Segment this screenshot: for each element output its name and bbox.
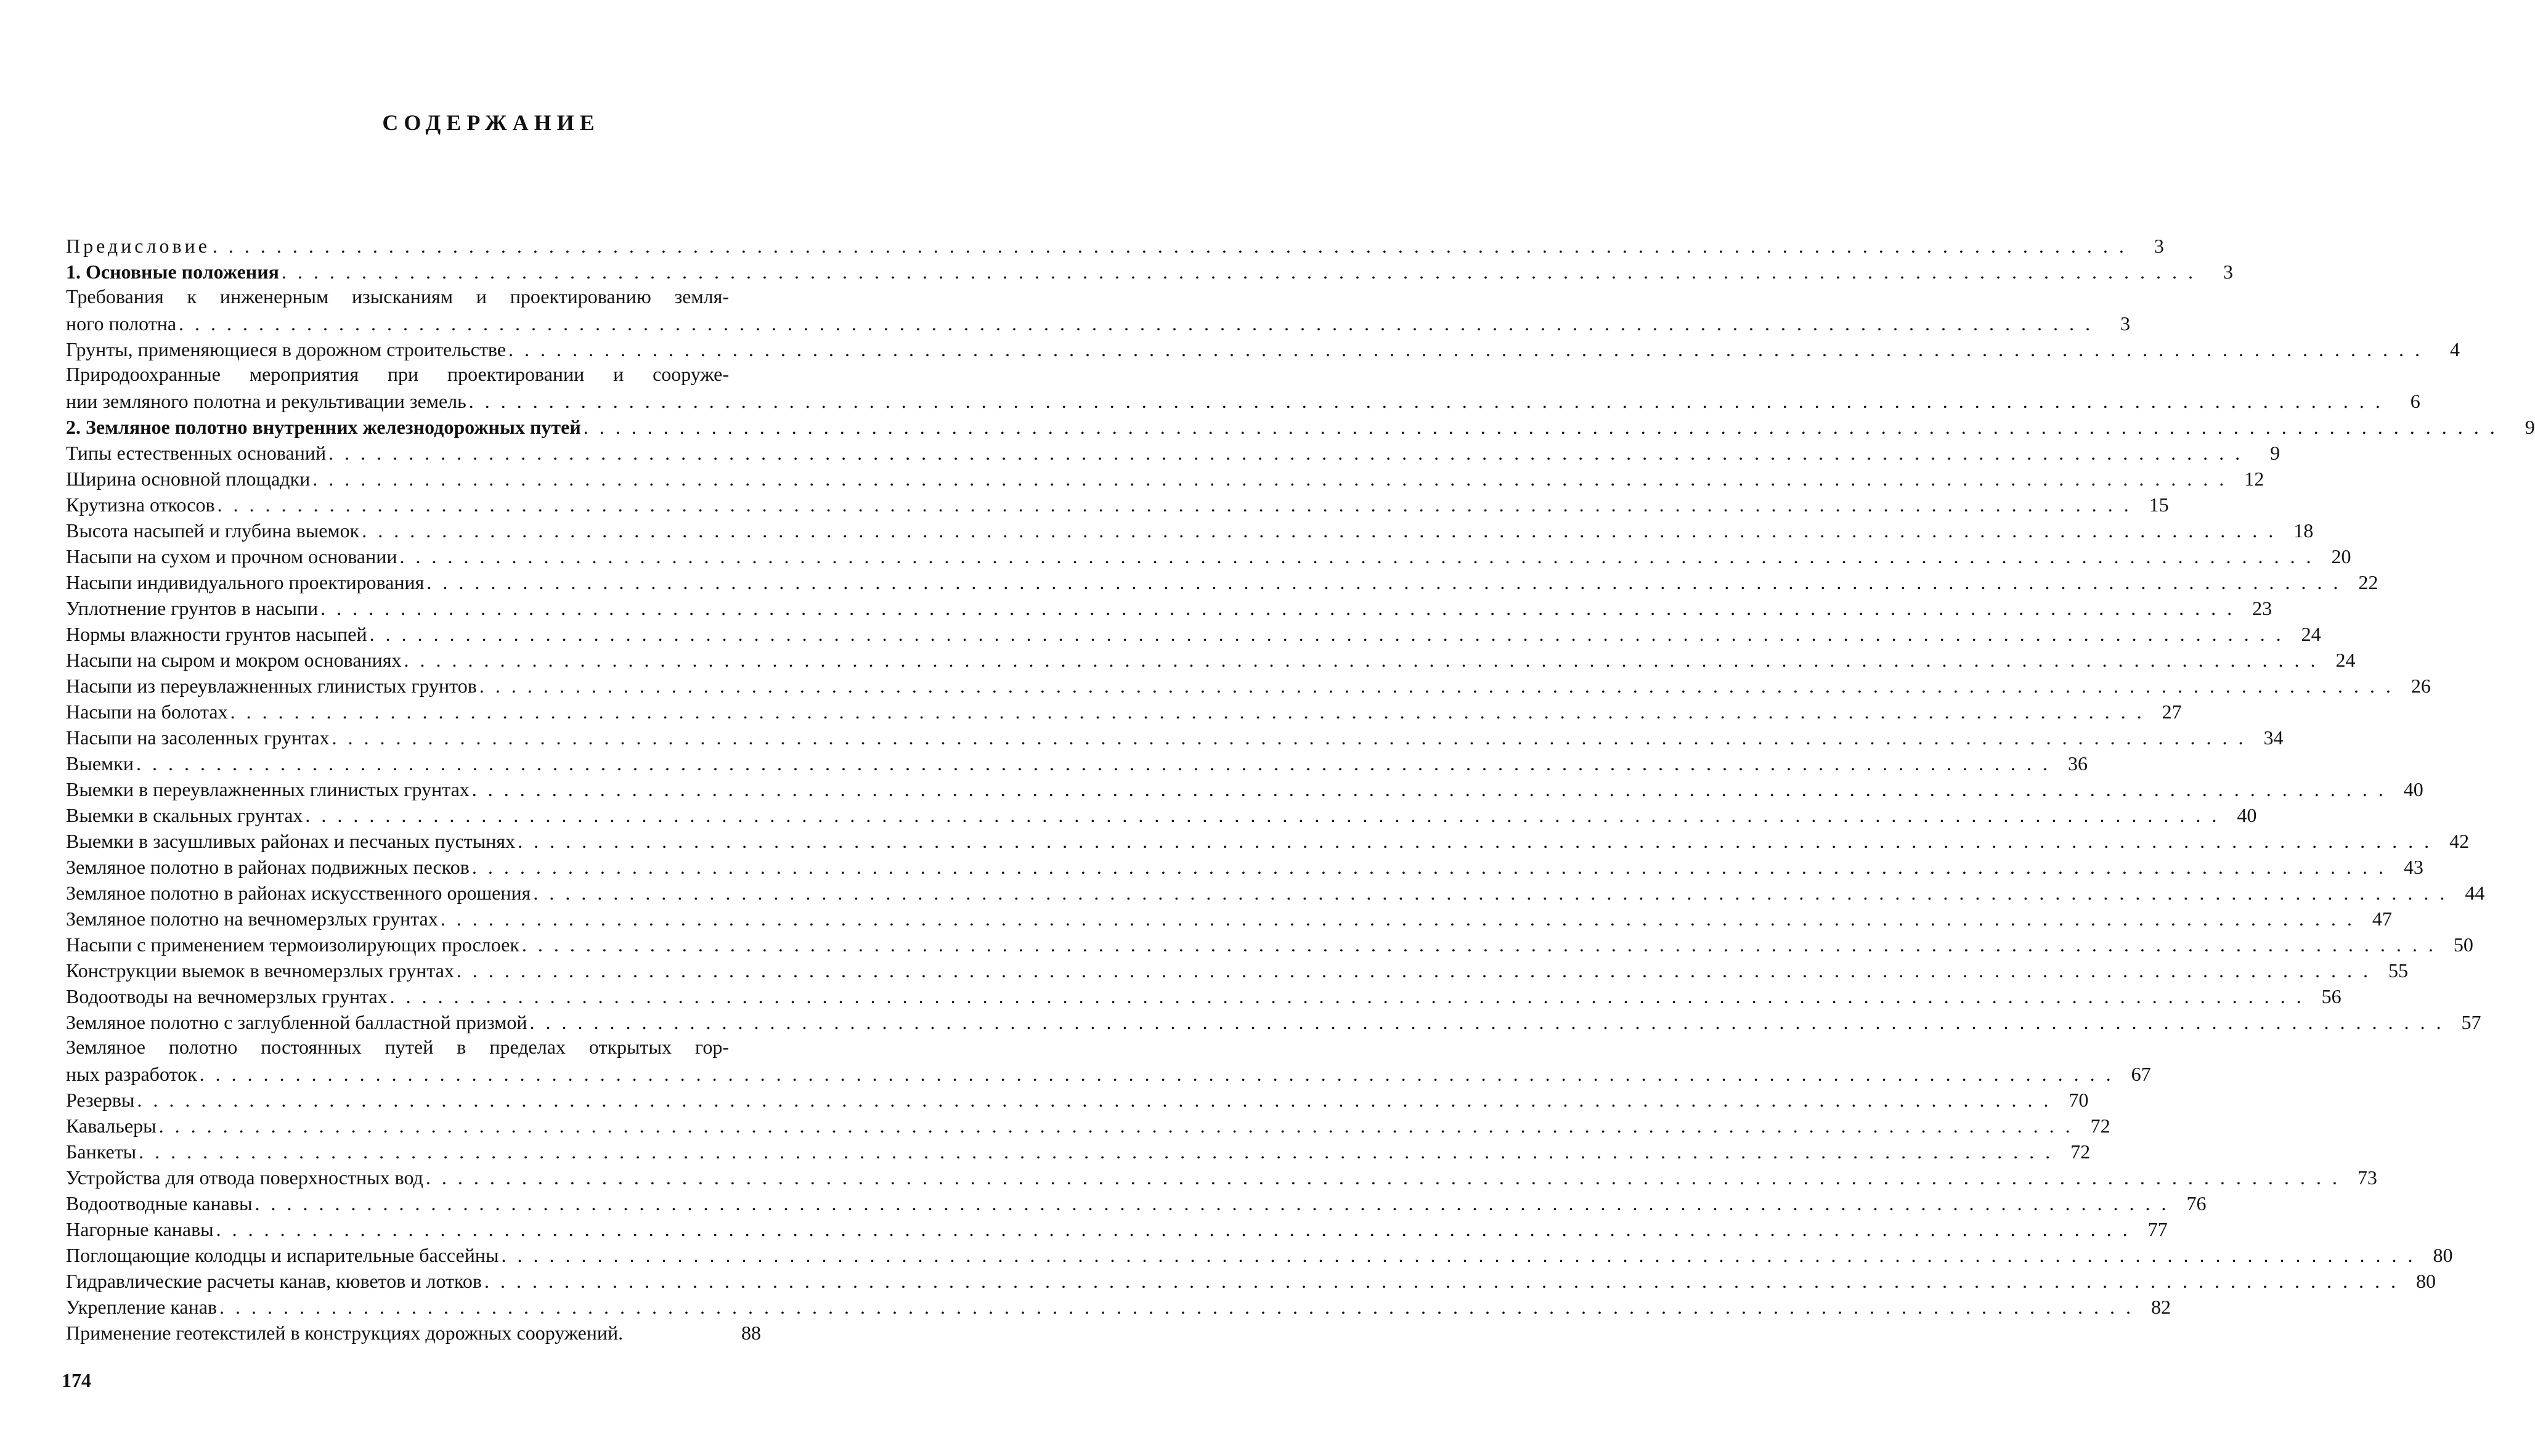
toc-entry-label: Гидравлические расчеты канав, кюветов и лотков — [66, 1270, 482, 1292]
toc-leader-dots: . . . . . . . . . . . . . . . . . . . . . . . . . . . . . . . . . . . . . . . . . . . . . . . . . . . . . . . . . . . . . . . . . . . . . . . . . . . . . . . . . . . . . . . . . . . . . . . . . . . . . . . . . . . . . . . . . . . . . . . . — [479, 675, 2394, 697]
toc-leader-dots: . . . . . . . . . . . . . . . . . . . . . . . . . . . . . . . . . . . . . . . . . . . . . . . . . . . . . . . . . . . . . . . . . . . . . . . . . . . . . . . . . . . . . . . . . . . . . . . . . . . . . . . . . . . . . . . . . . . . . . . . — [399, 545, 2314, 567]
toc-entry — [66, 672, 2431, 697]
toc-entry — [66, 646, 2356, 672]
toc-entry-page: 82 — [2151, 1296, 2171, 1318]
toc-entry-page: 50 — [2453, 933, 2473, 956]
toc-entry-label: Земляное полотно в районах искусственного орошения — [66, 882, 531, 904]
toc-leader-dots: . . . . . . . . . . . . . . . . . . . . . . . . . . . . . . . . . . . . . . . . . . . . . . . . . . . . . . . . . . . . . . . . . . . . . . . . . . . . . . . . . . . . . . . . . . . . . . . . . . . . . . . . . . . . . . . . . . . . . . . . — [139, 1141, 2054, 1163]
toc-leader-dots: . . . . . . . . . . . . . . . . . . . . . . . . . . . . . . . . . . . . . . . . . . . . . . . . . . . . . . . . . . . . . . . . . . . . . . . . . . . . . . . . . . . . . . . . . . . . . . . . . . . . . . . . . . . . . . . . . . . . . . . . — [508, 338, 2423, 360]
toc-entry — [66, 568, 2378, 594]
toc-entry — [66, 542, 2351, 568]
toc-leader-dots: . — [618, 1322, 624, 1344]
toc-entry — [66, 1215, 2168, 1241]
toc-entry — [66, 439, 2281, 465]
toc-entry-page: 40 — [2237, 804, 2257, 826]
toc-entry — [66, 620, 2321, 646]
toc-entry-label: Крутизна откосов — [66, 494, 215, 516]
toc-leader-dots: . . . . . . . . . . . . . . . . . . . . . . . . . . . . . . . . . . . . . . . . . . . . . . . . . . . . . . . . . . . . . . . . . . . . . . . . . . . . . . . . . . . . . . . . . . . . . . . . . . . . . . . . . . . . . . . . . . . . . . . . — [137, 1089, 2052, 1111]
toc-leader-dots: . . . . . . . . . . . . . . . . . . . . . . . . . . . . . . . . . . . . . . . . . . . . . . . . . . . . . . . . . . . . . . . . . . . . . . . . . . . . . . . . . . . . . . . . . . . . . . . . . . . . . . . . . . . . . . . . . . . . . . . . — [468, 390, 2383, 412]
toc-leader-dots: . . . . . . . . . . . . . . . . . . . . . . . . . . . . . . . . . . . . . . . . . . . . . . . . . . . . . . . . . . . . . . . . . . . . . . . . . . . . . . . . . . . . . . . . . . . . . . . . . . . . . . . . . . . . . . . . . . . . . . . . — [471, 778, 2386, 800]
toc-entry-page: 88 — [741, 1322, 761, 1344]
toc-entry-label: нии земляного полотна и рекультивации земель — [66, 390, 466, 412]
toc-leader-dots: . . . . . . . . . . . . . . . . . . . . . . . . . . . . . . . . . . . . . . . . . . . . . . . . . . . . . . . . . . . . . . . . . . . . . . . . . . . . . . . . . . . . . . . . . . . . . . . . . . . . . . . . . . . . . . . . . . . . . . . . — [281, 261, 2196, 283]
toc-leader-dots: . . . . . . . . . . . . . . . . . . . . . . . . . . . . . . . . . . . . . . . . . . . . . . . . . . . . . . . . . . . . . . . . . . . . . . . . . . . . . . . . . . . . . . . . . . . . . . . . . . . . . . . . . . . . . . . . . . . . . . . . — [362, 519, 2277, 542]
toc-entry-page: 55 — [2388, 959, 2408, 982]
toc-entry-label: ных разработок — [66, 1063, 197, 1085]
toc-entry-page: 44 — [2465, 882, 2485, 904]
toc-entry-page: 72 — [2090, 1115, 2110, 1137]
toc-leader-dots: . . . . . . . . . . . . . . . . . . . . . . . . . . . . . . . . . . . . . . . . . . . . . . . . . . . . . . . . . . . . . . . . . . . . . . . . . . . . . . . . . . . . . . . . . . . . . . . . . . . . . . . . . . . . . . . . . . . . . . . . — [254, 1192, 2170, 1214]
toc-entry — [66, 594, 2273, 620]
toc-entry-page: 67 — [2131, 1063, 2151, 1085]
toc-entry-label: Конструкции выемок в вечномерзлых грунтах — [66, 959, 454, 982]
toc-entry — [66, 361, 2420, 413]
toc-entry-label: Применение геотекстилей в конструкциях дорожных сооружений — [66, 1322, 619, 1344]
toc-entry-label: Насыпи индивидуального проектирования — [66, 571, 425, 593]
toc-entry-page: 3 — [2154, 235, 2164, 257]
toc-entry — [66, 1112, 2110, 1137]
toc-entry-page: 12 — [2244, 468, 2264, 490]
toc-entry-page: 36 — [2067, 752, 2088, 775]
toc-entry-label: Грунты, применяющиеся в дорожном строительстве — [66, 338, 507, 360]
toc-leader-dots: . . . . . . . . . . . . . . . . . . . . . . . . . . . . . . . . . . . . . . . . . . . . . . . . . . . . . . . . . . . . . . . . . . . . . . . . . . . . . . . . . . . . . . . . . . . . . . . . . . . . . . . . . . . . . . . . . . . . . . . . — [426, 571, 2342, 593]
toc-entry — [66, 879, 2485, 905]
toc-entry — [66, 1008, 2481, 1034]
toc-entry-page: 56 — [2321, 985, 2342, 1007]
toc-entry-page: 23 — [2252, 597, 2273, 619]
toc-entry — [66, 258, 2233, 283]
toc-leader-dots: . . . . . . . . . . . . . . . . . . . . . . . . . . . . . . . . . . . . . . . . . . . . . . . . . . . . . . . . . . . . . . . . . . . . . . . . . . . . . . . . . . . . . . . . . . . . . . . . . . . . . . . . . . . . . . . . . . . . . . . . — [216, 1218, 2131, 1240]
toc-entry — [66, 853, 2423, 879]
toc-entry — [66, 801, 2257, 827]
page-number: 174 — [62, 1369, 91, 1391]
toc-leader-dots: . . . . . . . . . . . . . . . . . . . . . . . . . . . . . . . . . . . . . . . . . . . . . . . . . . . . . . . . . . . . . . . . . . . . . . . . . . . . . . . . . . . . . . . . . . . . . . . . . . . . . . . . . . . . . . . . . . . . . . . . — [533, 882, 2448, 904]
toc-leader-dots: . . . . . . . . . . . . . . . . . . . . . . . . . . . . . . . . . . . . . . . . . . . . . . . . . . . . . . . . . . . . . . . . . . . . . . . . . . . . . . . . . . . . . . . . . . . . . . . . . . . . . . . . . . . . . . . . . . . . . . . . — [332, 726, 2247, 749]
toc-entry-label: Земляное полотно на вечномерзлых грунтах — [66, 908, 438, 930]
toc-entry-page: 9 — [2525, 416, 2535, 438]
toc-entry-page: 24 — [2335, 649, 2356, 671]
toc-entry-label: Насыпи на сыром и мокром основаниях — [66, 649, 402, 671]
toc-entry — [66, 1086, 2089, 1112]
toc-entry-label: Выемки в переувлажненных глинистых грунтах — [66, 778, 470, 800]
toc-entry-page: 26 — [2411, 675, 2431, 697]
toc-entry-label: Уплотнение грунтов в насыпи — [66, 597, 319, 619]
toc-entry-page: 22 — [2358, 571, 2378, 593]
toc-entry — [66, 283, 2131, 335]
toc-entry — [66, 1241, 2453, 1267]
toc-leader-dots: . . . . . . . . . . . . . . . . . . . . . . . . . . . . . . . . . . . . . . . . . . . . . . . . . . . . . . . . . . . . . . . . . . . . . . . . . . . . . . . . . . . . . . . . . . . . . . . . . . . . . . . . . . . . . . . . . . . . . . . . — [158, 1115, 2073, 1137]
toc-entry-page: 47 — [2372, 908, 2392, 930]
toc-entry-label-line1: Природоохранные мероприятия при проектировании и сооруже- — [66, 363, 729, 385]
toc-entry — [66, 982, 2342, 1008]
toc-entry — [66, 465, 2264, 490]
toc-entry-page: 70 — [2069, 1089, 2089, 1111]
toc-entry — [66, 697, 2182, 723]
toc-entry — [66, 490, 2169, 516]
toc-entry-page: 40 — [2403, 778, 2423, 800]
toc-entry-label-line1: Земляное полотно постоянных путей в пределах открытых гор- — [66, 1036, 729, 1058]
toc-leader-dots: . . . . . . . . . . . . . . . . . . . . . . . . . . . . . . . . . . . . . . . . . . . . . . . . . . . . . . . . . . . . . . . . . . . . . . . . . . . . . . . . . . . . . . . . . . . . . . . . . . . . . . . . . . . . . . . . . . . . . . . . — [136, 752, 2051, 775]
toc-entry-label: Предисловие — [66, 235, 210, 257]
toc-entry-label: Земляное полотно с заглубленной балластной призмой — [66, 1011, 527, 1033]
toc-entry-label: Выемки — [66, 752, 134, 775]
toc-leader-dots: . . . . . . . . . . . . . . . . . . . . . . . . . . . . . . . . . . . . . . . . . . . . . . . . . . . . . . . . . . . . . . . . . . . . . . . . . . . . . . . . . . . . . . . . . . . . . . . . . . . . . . . . . . . . . . . . . . . . . . . . — [320, 597, 2236, 619]
toc-leader-dots: . . . . . . . . . . . . . . . . . . . . . . . . . . . . . . . . . . . . . . . . . . . . . . . . . . . . . . . . . . . . . . . . . . . . . . . . . . . . . . . . . . . . . . . . . . . . . . . . . . . . . . . . . . . . . . . . . . . . . . . . — [456, 959, 2371, 982]
toc-entry-page: 43 — [2403, 856, 2423, 878]
table-of-contents — [66, 232, 2535, 1344]
toc-entry-label-line1: Требования к инженерным изысканиям и проектированию земля- — [66, 285, 729, 307]
toc-entry — [66, 775, 2423, 801]
toc-entry-label: Банкеты — [66, 1141, 137, 1163]
toc-leader-dots: . . . . . . . . . . . . . . . . . . . . . . . . . . . . . . . . . . . . . . . . . . . . . . . . . . . . . . . . . . . . . . . . . . . . . . . . . . . . . . . . . . . . . . . . . . . . . . . . . . . . . . . . . . . . . . . . . . . . . . . . — [471, 856, 2386, 878]
toc-leader-dots: . . . . . . . . . . . . . . . . . . . . . . . . . . . . . . . . . . . . . . . . . . . . . . . . . . . . . . . . . . . . . . . . . . . . . . . . . . . . . . . . . . . . . . . . . . . . . . . . . . . . . . . . . . . . . . . . . . . . . . . . — [389, 985, 2305, 1007]
toc-entry-page: 72 — [2070, 1141, 2091, 1163]
toc-entry-label: 2. Земляное полотно внутренних железнодорожных путей — [66, 416, 581, 438]
toc-entry-label: Насыпи с применением термоизолирующих прослоек — [66, 933, 519, 956]
toc-entry — [66, 1293, 2171, 1319]
toc-leader-dots: . . . . . . . . . . . . . . . . . . . . . . . . . . . . . . . . . . . . . . . . . . . . . . . . . . . . . . . . . . . . . . . . . . . . . . . . . . . . . . . . . . . . . . . . . . . . . . . . . . . . . . . . . . . . . . . . . . . . . . . . — [328, 442, 2244, 464]
toc-leader-dots: . . . . . . . . . . . . . . . . . . . . . . . . . . . . . . . . . . . . . . . . . . . . . . . . . . . . . . . . . . . . . . . . . . . . . . . . . . . . . . . . . . . . . . . . . . . . . . . . . . . . . . . . . . . . . . . . . . . . . . . . — [484, 1270, 2399, 1292]
toc-entry-label: ного полотна — [66, 312, 177, 335]
toc-entry-label: Ширина основной площадки — [66, 468, 311, 490]
toc-entry — [66, 335, 2460, 361]
toc-leader-dots: . . . . . . . . . . . . . . . . . . . . . . . . . . . . . . . . . . . . . . . . . . . . . . . . . . . . . . . . . . . . . . . . . . . . . . . . . . . . . . . . . . . . . . . . . . . . . . . . . . . . . . . . . . . . . . . . . . . . . . . . — [501, 1244, 2416, 1266]
toc-entry-label: Укрепление канав — [66, 1296, 218, 1318]
toc-entry-label: Водоотводы на вечномерзлых грунтах — [66, 985, 388, 1007]
toc-entry-page: 27 — [2162, 701, 2182, 723]
toc-entry — [66, 749, 2088, 775]
toc-leader-dots: . . . . . . . . . . . . . . . . . . . . . . . . . . . . . . . . . . . . . . . . . . . . . . . . . . . . . . . . . . . . . . . . . . . . . . . . . . . . . . . . . . . . . . . . . . . . . . . . . . . . . . . . . . . . . . . . . . . . . . . . — [369, 623, 2284, 645]
toc-leader-dots: . . . . . . . . . . . . . . . . . . . . . . . . . . . . . . . . . . . . . . . . . . . . . . . . . . . . . . . . . . . . . . . . . . . . . . . . . . . . . . . . . . . . . . . . . . . . . . . . . . . . . . . . . . . . . . . . . . . . . . . . — [179, 312, 2094, 335]
toc-entry-label: Нормы влажности грунтов насыпей — [66, 623, 367, 645]
toc-leader-dots: . . . . . . . . . . . . . . . . . . . . . . . . . . . . . . . . . . . . . . . . . . . . . . . . . . . . . . . . . . . . . . . . . . . . . . . . . . . . . . . . . . . . . . . . . . . . . . . . . . . . . . . . . . . . . . . . . . . . . . . . — [199, 1063, 2114, 1085]
toc-entry-page: 4 — [2450, 338, 2460, 360]
toc-leader-dots: . . . . . . . . . . . . . . . . . . . . . . . . . . . . . . . . . . . . . . . . . . . . . . . . . . . . . . . . . . . . . . . . . . . . . . . . . . . . . . . . . . . . . . . . . . . . . . . . . . . . . . . . . . . . . . . . . . . . . . . . — [529, 1011, 2444, 1033]
toc-entry — [66, 232, 2164, 258]
toc-entry-label: Высота насыпей и глубина выемок — [66, 519, 360, 542]
page-title: СОДЕРЖАНИЕ — [382, 110, 600, 135]
toc-entry — [66, 723, 2284, 749]
toc-leader-dots: . . . . . . . . . . . . . . . . . . . . . . . . . . . . . . . . . . . . . . . . . . . . . . . . . . . . . . . . . . . . . . . . . . . . . . . . . . . . . . . . . . . . . . . . . . . . . . . . . . . . . . . . . . . . . . . . . . . . . . . . — [305, 804, 2220, 826]
toc-entry-page: 20 — [2331, 545, 2351, 567]
toc-entry — [66, 905, 2392, 930]
toc-leader-dots: . . . . . . . . . . . . . . . . . . . . . . . . . . . . . . . . . . . . . . . . . . . . . . . . . . . . . . . . . . . . . . . . . . . . . . . . . . . . . . . . . . . . . . . . . . . . . . . . . . . . . . . . . . . . . . . . . . . . . . . . — [219, 1296, 2134, 1318]
toc-leader-dots: . . . . . . . . . . . . . . . . . . . . . . . . . . . . . . . . . . . . . . . . . . . . . . . . . . . . . . . . . . . . . . . . . . . . . . . . . . . . . . . . . . . . . . . . . . . . . . . . . . . . . . . . . . . . . . . . . . . . . . . . — [404, 649, 2319, 671]
toc-entry-label: Выемки в засушливых районах и песчаных пустынях — [66, 830, 516, 852]
toc-leader-dots: . . . . . . . . . . . . . . . . . . . . . . . . . . . . . . . . . . . . . . . . . . . . . . . . . . . . . . . . . . . . . . . . . . . . . . . . . . . . . . . . . . . . . . . . . . . . . . . . . . . . . . . . . . . . . . . . . . . . . . . . — [440, 908, 2355, 930]
toc-entry — [66, 1137, 2091, 1163]
toc-entry — [66, 413, 2535, 439]
toc-leader-dots: . . . . . . . . . . . . . . . . . . . . . . . . . . . . . . . . . . . . . . . . . . . . . . . . . . . . . . . . . . . . . . . . . . . . . . . . . . . . . . . . . . . . . . . . . . . . . . . . . . . . . . . . . . . . . . . . . . . . . . . . — [425, 1166, 2340, 1189]
toc-entry — [66, 1163, 2377, 1189]
toc-entry — [66, 930, 2473, 956]
toc-entry — [66, 827, 2470, 853]
toc-entry-label: Насыпи на засоленных грунтах — [66, 726, 330, 749]
toc-entry — [66, 1034, 2151, 1086]
toc-entry-page: 57 — [2461, 1011, 2481, 1033]
toc-entry-label: Кавальеры — [66, 1115, 157, 1137]
toc-entry-page: 3 — [2120, 312, 2131, 335]
toc-entry-page: 80 — [2416, 1270, 2436, 1292]
toc-leader-dots: . . . . . . . . . . . . . . . . . . . . . . . . . . . . . . . . . . . . . . . . . . . . . . . . . . . . . . . . . . . . . . . . . . . . . . . . . . . . . . . . . . . . . . . . . . . . . . . . . . . . . . . . . . . . . . . . . . . . . . . . — [521, 933, 2436, 956]
toc-leader-dots: . . . . . . . . . . . . . . . . . . . . . . . . . . . . . . . . . . . . . . . . . . . . . . . . . . . . . . . . . . . . . . . . . . . . . . . . . . . . . . . . . . . . . . . . . . . . . . . . . . . . . . . . . . . . . . . . . . . . . . . . — [212, 235, 2127, 257]
toc-entry — [66, 1189, 2207, 1215]
toc-entry-label: Насыпи на болотах — [66, 701, 228, 723]
toc-entry-page: 80 — [2433, 1244, 2453, 1266]
toc-entry-label: Выемки в скальных грунтах — [66, 804, 303, 826]
toc-entry-page: 42 — [2449, 830, 2470, 852]
toc-entry-label: Устройства для отвода поверхностных вод — [66, 1166, 423, 1189]
toc-entry-label: 1. Основные положения — [66, 261, 279, 283]
toc-entry — [66, 1319, 761, 1344]
toc-entry-page: 3 — [2223, 261, 2233, 283]
toc-entry-page: 15 — [2149, 494, 2169, 516]
toc-entry-label: Поглощающие колодцы и испарительные бассейны — [66, 1244, 499, 1266]
toc-leader-dots: . . . . . . . . . . . . . . . . . . . . . . . . . . . . . . . . . . . . . . . . . . . . . . . . . . . . . . . . . . . . . . . . . . . . . . . . . . . . . . . . . . . . . . . . . . . . . . . . . . . . . . . . . . . . . . . . . . . . . . . . — [583, 416, 2498, 438]
toc-entry-page: 73 — [2357, 1166, 2377, 1189]
toc-entry-page: 34 — [2263, 726, 2284, 749]
toc-leader-dots: . . . . . . . . . . . . . . . . . . . . . . . . . . . . . . . . . . . . . . . . . . . . . . . . . . . . . . . . . . . . . . . . . . . . . . . . . . . . . . . . . . . . . . . . . . . . . . . . . . . . . . . . . . . . . . . . . . . . . . . . — [230, 701, 2145, 723]
toc-entry-page: 24 — [2301, 623, 2321, 645]
toc-leader-dots: . . . . . . . . . . . . . . . . . . . . . . . . . . . . . . . . . . . . . . . . . . . . . . . . . . . . . . . . . . . . . . . . . . . . . . . . . . . . . . . . . . . . . . . . . . . . . . . . . . . . . . . . . . . . . . . . . . . . . . . . — [518, 830, 2433, 852]
toc-entry-label: Водоотводные канавы — [66, 1192, 253, 1214]
toc-entry-page: 77 — [2147, 1218, 2168, 1240]
toc-entry — [66, 956, 2408, 982]
toc-entry-page: 6 — [2410, 390, 2420, 412]
toc-entry-label: Насыпи на сухом и прочном основании — [66, 545, 397, 567]
toc-entry-page: 76 — [2186, 1192, 2207, 1214]
toc-leader-dots: . . . . . . . . . . . . . . . . . . . . . . . . . . . . . . . . . . . . . . . . . . . . . . . . . . . . . . . . . . . . . . . . . . . . . . . . . . . . . . . . . . . . . . . . . . . . . . . . . . . . . . . . . . . . . . . . . . . . . . . . — [312, 468, 2228, 490]
toc-entry-page: 18 — [2293, 519, 2314, 542]
toc-entry-label: Нагорные канавы — [66, 1218, 214, 1240]
toc-entry-page: 9 — [2270, 442, 2281, 464]
toc-entry-label: Резервы — [66, 1089, 135, 1111]
toc-entry-label: Типы естественных оснований — [66, 442, 327, 464]
toc-entry — [66, 1267, 2436, 1293]
toc-entry — [66, 516, 2314, 542]
toc-entry-label: Земляное полотно в районах подвижных песков — [66, 856, 470, 878]
toc-entry-label: Насыпи из переувлажненных глинистых грунтов — [66, 675, 477, 697]
toc-leader-dots: . . . . . . . . . . . . . . . . . . . . . . . . . . . . . . . . . . . . . . . . . . . . . . . . . . . . . . . . . . . . . . . . . . . . . . . . . . . . . . . . . . . . . . . . . . . . . . . . . . . . . . . . . . . . . . . . . . . . . . . . — [217, 494, 2132, 516]
